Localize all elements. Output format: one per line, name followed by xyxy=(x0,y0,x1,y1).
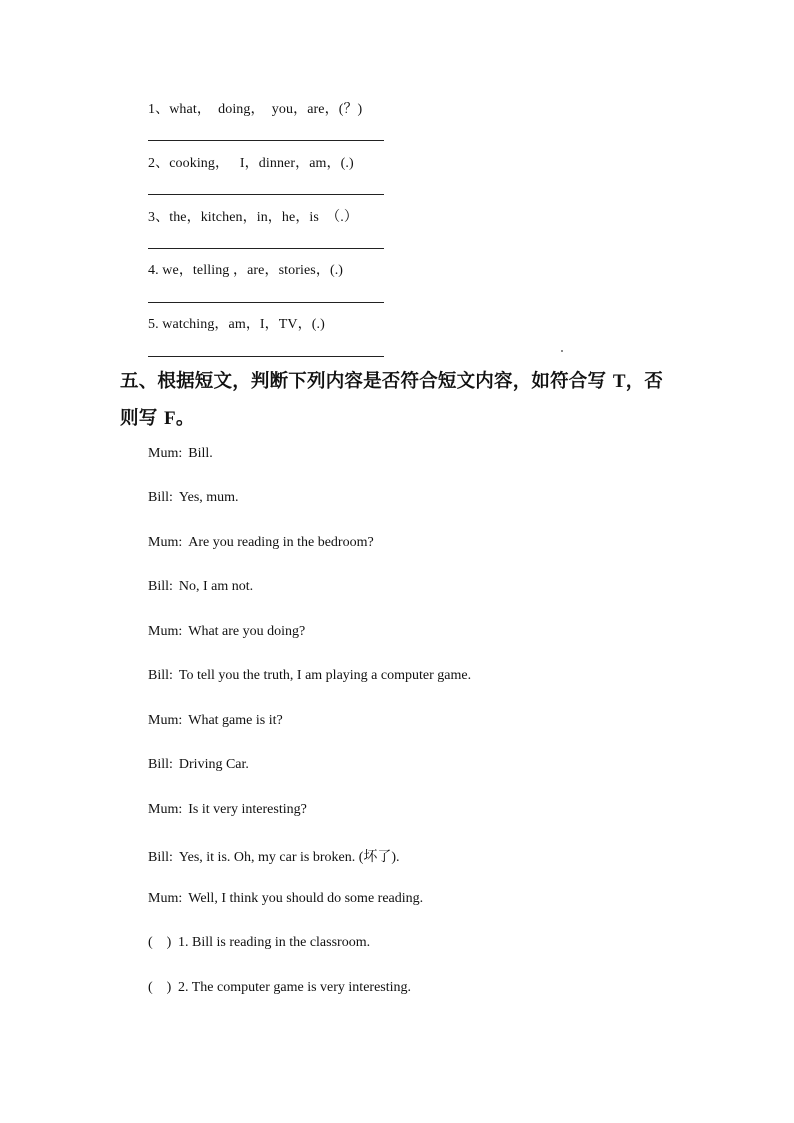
speaker: Mum: xyxy=(148,446,183,461)
heading-part-c: 。 xyxy=(175,408,195,429)
answer-blank[interactable]: ( ) xyxy=(148,935,172,950)
stray-dot xyxy=(561,350,563,352)
judgement-text: 1. Bill is reading in the classroom. xyxy=(178,935,371,950)
answer-line-4 xyxy=(148,302,384,303)
speaker: Mum: xyxy=(148,891,183,906)
utterance: Are you reading in the bedroom? xyxy=(188,535,374,550)
speaker: Mum: xyxy=(148,713,183,728)
answer-line-1 xyxy=(148,140,384,141)
answer-blank[interactable]: ( ) xyxy=(148,980,172,995)
reorder-question-4: 4. we，telling ，are，stories，(.) xyxy=(148,263,344,278)
utterance: Driving Car. xyxy=(178,757,249,772)
dialogue-line xyxy=(148,757,249,773)
dialogue-line xyxy=(148,535,374,551)
heading-part-b: ，否则写 xyxy=(120,371,664,429)
speaker: Mum: xyxy=(148,624,183,639)
reorder-question-2: 2、cooking， I，dinner，am，(.) xyxy=(148,156,354,171)
dialogue-line xyxy=(148,446,213,462)
judgement-item-1 xyxy=(148,935,370,951)
reorder-question-3: 3、the，kitchen，in，he，is （.） xyxy=(148,210,358,225)
utterance: Is it very interesting? xyxy=(188,802,307,817)
utterance: What game is it? xyxy=(188,713,283,728)
reorder-question-5: 5. watching，am，I，TV，(.) xyxy=(148,317,325,332)
reorder-question-1: 1、what， doing， you，are，(？) xyxy=(148,102,363,117)
speaker: Bill: xyxy=(148,490,173,505)
answer-line-3 xyxy=(148,248,384,249)
dialogue-line xyxy=(148,490,239,506)
section-heading xyxy=(120,363,680,437)
utterance: Bill. xyxy=(188,446,213,461)
speaker: Bill: xyxy=(148,757,173,772)
dialogue-line xyxy=(148,891,423,907)
dialogue-line xyxy=(148,668,471,684)
utterance: Yes, mum. xyxy=(178,490,239,505)
answer-line-5 xyxy=(148,356,384,357)
speaker: Bill: xyxy=(148,850,173,865)
heading-part-a: 五、根据短文，判断下列内容是否符合短文内容，如符合写 xyxy=(120,371,613,392)
dialogue-line xyxy=(148,579,253,595)
speaker: Bill: xyxy=(148,579,173,594)
heading-letter-t: T xyxy=(612,371,626,392)
speaker: Mum: xyxy=(148,802,183,817)
utterance: No, I am not. xyxy=(178,579,254,594)
dialogue-line xyxy=(148,846,400,866)
judgement-item-2 xyxy=(148,980,411,996)
speaker: Bill: xyxy=(148,668,173,683)
dialogue-line xyxy=(148,802,307,818)
dialogue-line xyxy=(148,624,305,640)
utterance: Well, I think you should do some reading. xyxy=(188,891,424,906)
dialogue-line xyxy=(148,713,283,729)
utterance: What are you doing? xyxy=(188,624,306,639)
utterance: Yes, it is. Oh, my car is broken. (坏了). xyxy=(178,850,400,865)
answer-line-2 xyxy=(148,194,384,195)
heading-letter-f: F xyxy=(164,408,176,429)
utterance: To tell you the truth, I am playing a computer game. xyxy=(178,668,472,683)
speaker: Mum: xyxy=(148,535,183,550)
judgement-text: 2. The computer game is very interesting. xyxy=(178,980,412,995)
